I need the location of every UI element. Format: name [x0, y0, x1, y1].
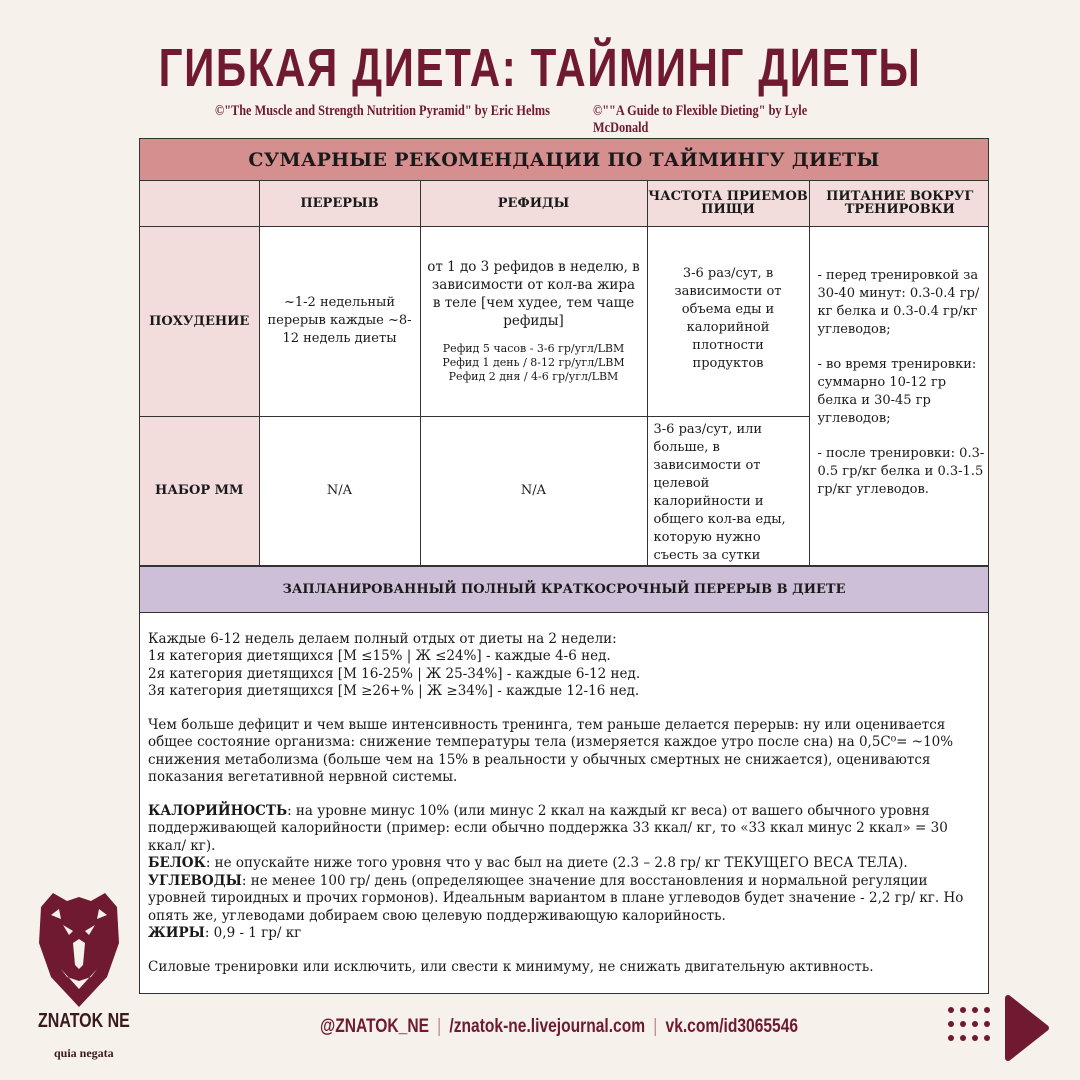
column-header-refeeds: РЕФИДЫ [420, 181, 647, 226]
footer-separator: | [437, 1016, 442, 1037]
pre-workout-text: - перед тренировкой за 30-40 минут: 0.3-0.4 гр/кг белка и 0.3-0.4 гр/кг углеводов; [817, 267, 980, 337]
calories-label: КАЛОРИЙНОСТЬ [148, 802, 288, 819]
credit-mcdonald: ©""A Guide to Flexible Dieting" by Lyle McDonald [593, 103, 808, 136]
protein-label: БЕЛОК [148, 855, 206, 871]
refeeds-details [427, 342, 641, 384]
footer-link-znatok[interactable]: @ZNATOK_NE [320, 1016, 429, 1037]
category-3-line: 3я категория диетящихся [М ≥26+% | Ж ≥34%] - каждые 12-16 нед. [148, 683, 640, 699]
category-2-line: 2я категория диетящихся [М 16-25% | Ж 25-34%] - каждые 6-12 нед. [148, 665, 641, 682]
weight-loss-frequency: 3-6 раз/сут, в зависимости от объема еды и калорийной плотности продуктов [647, 226, 809, 416]
muscle-gain-refeeds: N/A [420, 416, 647, 565]
diet-timing-sheet [139, 138, 989, 994]
planned-break-heading: ЗАПЛАНИРОВАННЫЙ ПОЛНЫЙ КРАТКОСРОЧНЫЙ ПЕРЕРЫВ В ДИЕТЕ [140, 566, 988, 613]
protein-text: : не опускайте ниже того уровня что у вас был на диете (2.3 – 2.8 гр/ кг ТЕКУЩЕГО ВЕСА ТЕЛА). [205, 855, 908, 871]
refeed-5-hours: Рефид 5 часов - 3-6 гр/угл/LBM [442, 342, 625, 355]
macros-block [148, 803, 980, 943]
weight-loss-break: ~1-2 недельный перерыв каждые ~8-12 недель диеты [259, 226, 420, 416]
credits [215, 103, 915, 136]
row-label-muscle-gain: НАБОР ММ [140, 416, 259, 565]
row-label-weight-loss: ПОХУДЕНИЕ [140, 226, 259, 416]
calories-text: : на уровне минус 10% (или минус 2 ккал на каждый кг веса) от вашего обычного уровня поддерживающей калорийности (пример: если обычно поддержка 33 ккал/ кг, то «33 ккал минус 2 ккал» = 30 ккал/ кг). [148, 802, 948, 854]
training-nutrition-cell [809, 226, 989, 565]
column-header-frequency: ЧАСТОТА ПРИЕМОВ ПИЩИ [647, 181, 809, 226]
summary-table [140, 181, 989, 566]
carbs-label: УГЛЕВОДЫ [148, 872, 242, 889]
post-workout-text: - после тренировки: 0.3-0.5 гр/кг белка и 0.3-1.5 гр/кг углеводов. [817, 445, 985, 497]
table-header-row [140, 181, 989, 226]
muscle-gain-frequency: 3-6 раз/сут, или больше, в зависимости от целевой калорийности и общего кол-ва еды, которую нужно съесть за сутки [647, 416, 809, 565]
column-header-training-nutrition: ПИТАНИЕ ВОКРУГ ТРЕНИРОВКИ [809, 181, 989, 226]
brand-motto: quia negata [54, 1046, 114, 1060]
footer-link-vk[interactable]: vk.com/id3065546 [665, 1016, 799, 1037]
table-heading: СУМАРНЫЕ РЕКОМЕНДАЦИИ ПО ТАЙМИНГУ ДИЕТЫ [140, 139, 988, 181]
brand-name: ZNATOK NE [38, 1010, 130, 1032]
bear-logo-icon [33, 885, 125, 1010]
fats-label: ЖИРЫ [148, 925, 205, 941]
intra-workout-text: - во время тренировки: суммарно 10-12 гр белка и 30-45 гр углеводов; [817, 356, 977, 426]
footer-link-livejournal[interactable]: /znatok-ne.livejournal.com [449, 1016, 646, 1037]
column-header-break: ПЕРЕРЫВ [259, 181, 420, 226]
intro-line: Каждые 6-12 недель делаем полный отдых от диеты на 2 недели: [148, 630, 617, 647]
planned-break-intro [148, 631, 980, 701]
muscle-gain-break: N/A [259, 416, 420, 565]
carbs-text: : не менее 100 гр/ день (определяющее значение для восстановления и нормальной регуляции уровней тироидных и прочих гормонов). Идеальным вариантом в плане углеводов будет значение - 2,2 гр/ кг. Но опять же, углеводами добираем свою целевую поддерживающую калорийность. [148, 872, 964, 924]
category-1-line: 1я категория диетящихся [М ≤15% | Ж ≤24%] - каждые 4-6 нед. [148, 648, 611, 664]
credit-helms: ©"The Muscle and Strength Nutrition Pyramid" by Eric Helms [215, 103, 550, 119]
table-row-weight-loss [140, 226, 989, 416]
refeed-1-day: Рефид 1 день / 8-12 гр/угл/LBM [442, 356, 625, 369]
footer-separator: | [653, 1016, 658, 1037]
empty-header-cell [140, 181, 259, 226]
dots-grid-icon [946, 1005, 994, 1043]
weight-loss-refeeds [420, 226, 647, 416]
footer-links [320, 1016, 798, 1038]
refeeds-main-text: от 1 до 3 рефидов в неделю, в зависимости от кол-ва жира в теле [чем худее, тем чаще рефиды] [427, 259, 640, 329]
page-title: ГИБКАЯ ДИЕТА: ТАЙМИНГ ДИЕТЫ [158, 38, 922, 98]
planned-break-body [140, 613, 988, 977]
play-arrow-icon[interactable] [1000, 994, 1050, 1062]
closing-text: Силовые тренировки или исключить, или свести к минимуму, не снижать двигательную активность. [148, 958, 874, 975]
refeed-2-days: Рефид 2 дня / 4-6 гр/угл/LBM [448, 370, 619, 383]
planned-break-paragraph: Чем больше дефицит и чем выше интенсивность тренинга, тем раньше делается перерыв: ну или оценивается общее состояние организма: снижение температуры тела (измеряется каждое утро после сна) на 0,5С⁰= ~10% снижения метаболизма (больше чем на 15% в реальности у обычных смертных не снижается), оцениваются показания вегетативной нервной системы. [148, 716, 954, 785]
fats-text: : 0,9 - 1 гр/ кг [204, 925, 302, 941]
